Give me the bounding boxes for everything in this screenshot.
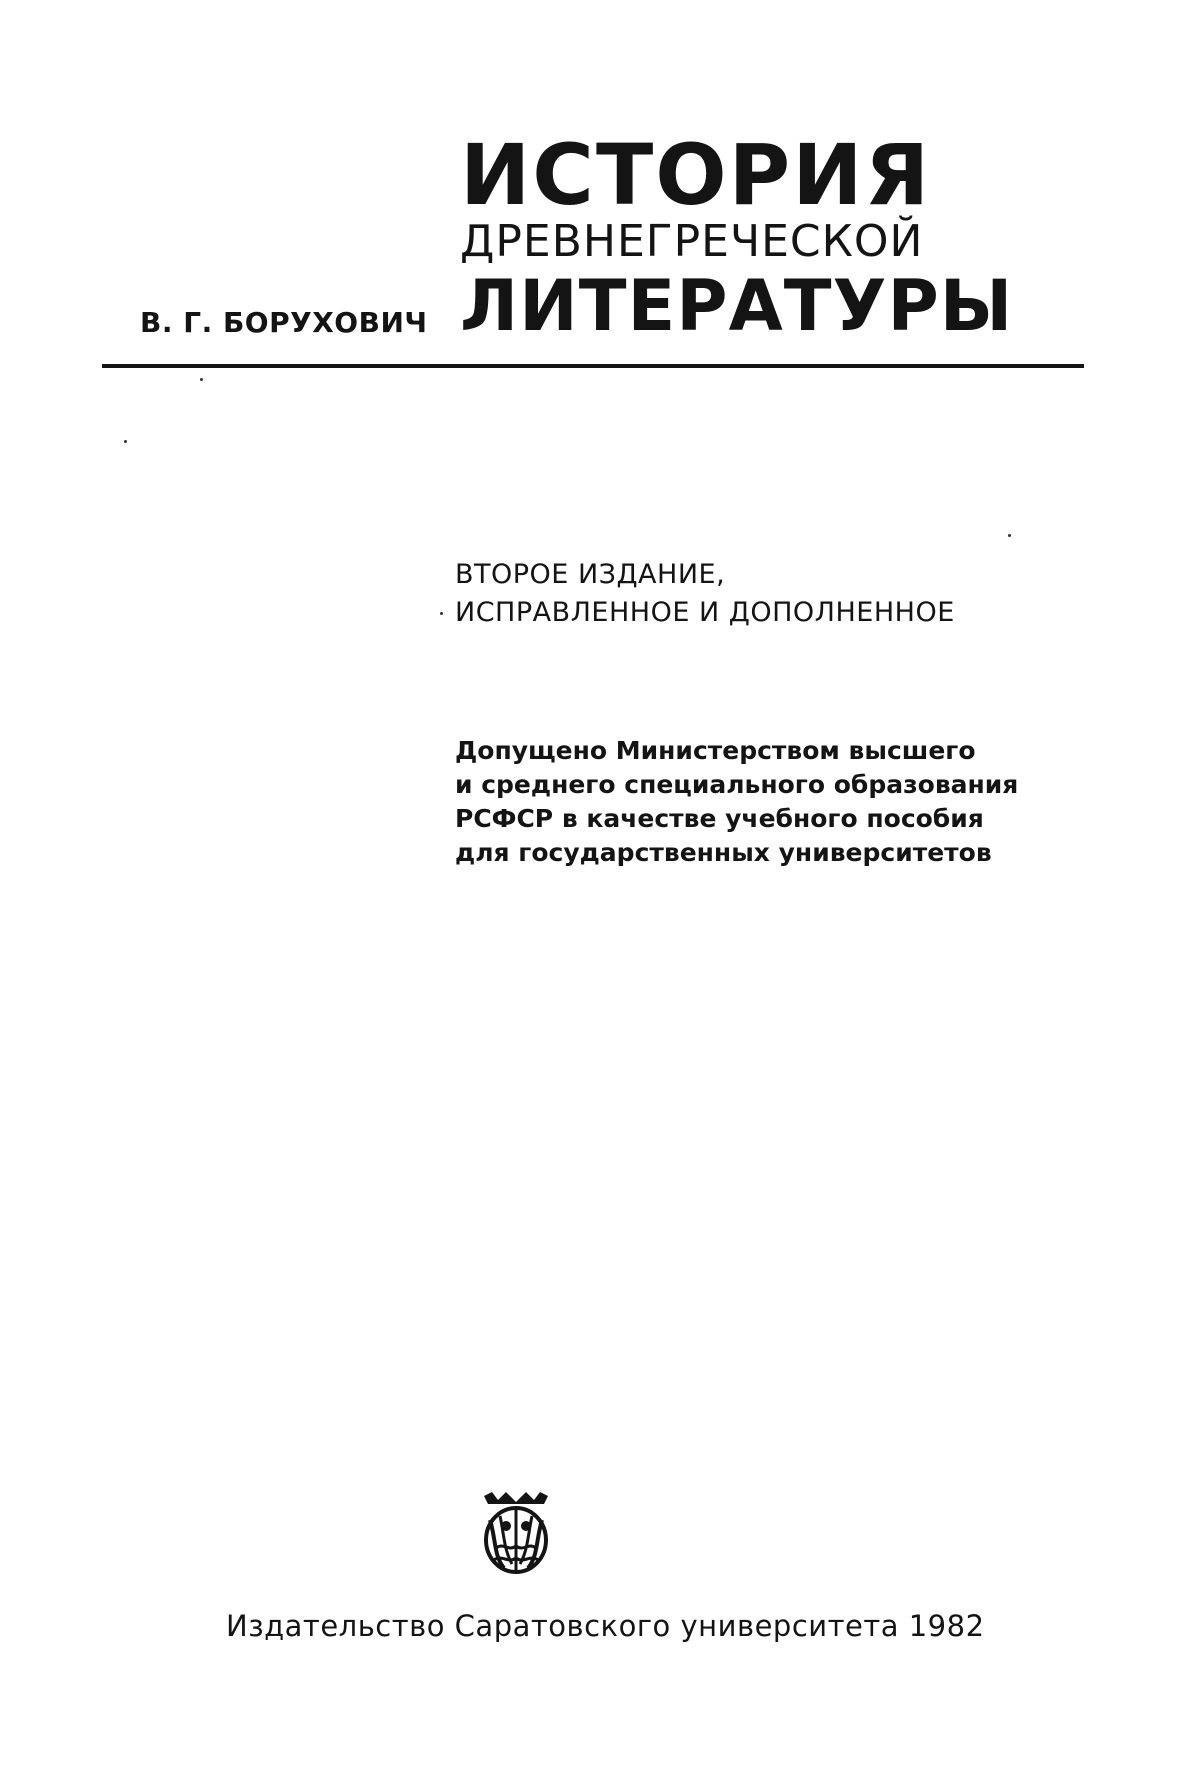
title-line-2: ДРЕВНЕГРЕЧЕСКОЙ: [460, 216, 924, 267]
scan-speck: [124, 440, 127, 443]
title-line-3: ЛИТЕРАТУРЫ: [460, 265, 1014, 347]
approval-note: [455, 734, 1018, 870]
edition-note: [455, 556, 955, 632]
edition-line-1: ВТОРОЕ ИЗДАНИЕ,: [455, 559, 726, 590]
author-name: В. Г. БОРУХОВИЧ: [140, 306, 428, 339]
title-divider: [102, 364, 1084, 368]
approval-line-4: для государственных университетов: [455, 838, 992, 867]
scan-speck: [1008, 534, 1011, 537]
book-title: [460, 126, 1100, 347]
title-line-1: ИСТОРИЯ: [460, 126, 932, 224]
approval-line-2: и среднего специального образования: [455, 770, 1019, 799]
approval-line-1: Допущено Министерством высшего: [455, 736, 976, 765]
approval-line-3: РСФСР в качестве учебного пособия: [455, 804, 984, 833]
publisher-emblem-icon: [478, 1490, 554, 1574]
scan-speck: [200, 378, 203, 381]
publisher-imprint: Издательство Саратовского университета 1982: [226, 1609, 985, 1643]
scan-speck: [440, 612, 443, 615]
edition-line-2: ИСПРАВЛЕННОЕ И ДОПОЛНЕННОЕ: [455, 597, 955, 628]
